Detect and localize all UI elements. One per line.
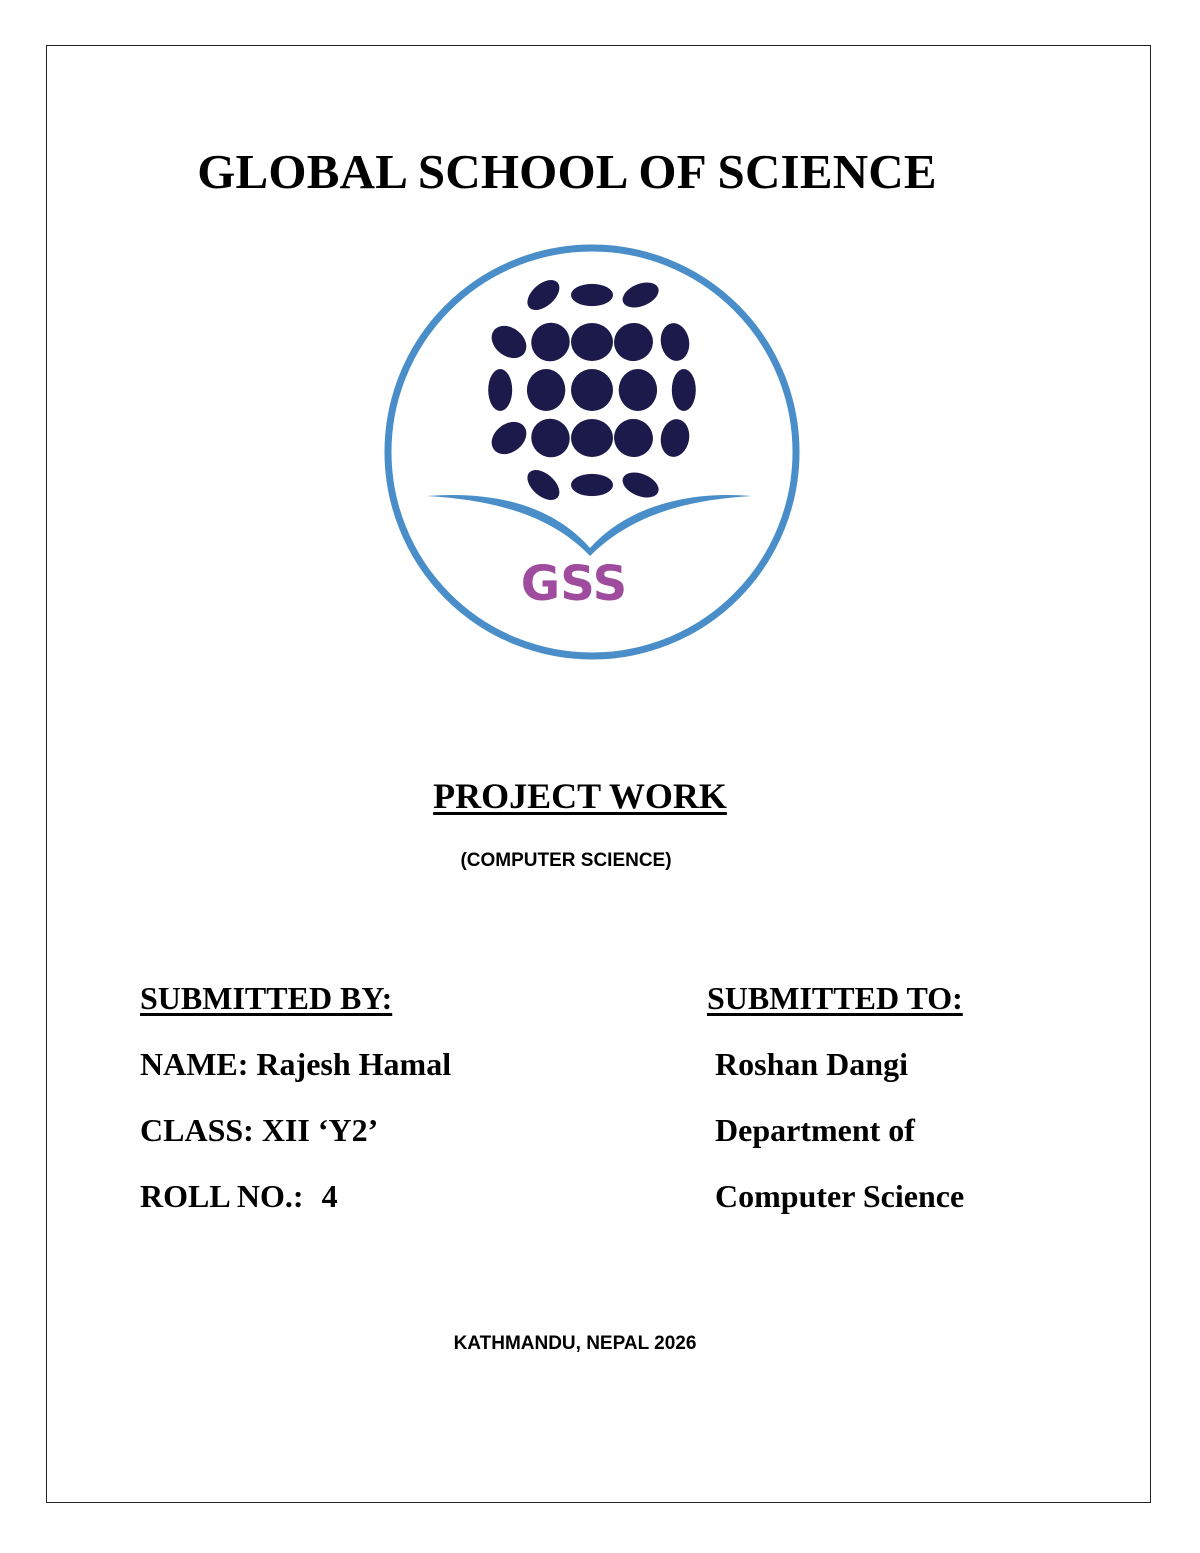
logo-dot xyxy=(522,464,565,506)
logo-dot xyxy=(527,369,565,411)
logo-book-swoosh xyxy=(427,495,752,556)
logo-initials: GSS xyxy=(520,556,628,612)
logo-dot xyxy=(658,321,693,364)
logo-dot xyxy=(485,319,532,365)
department-line-1: Department of xyxy=(715,1112,915,1148)
roll-label: ROLL NO.: xyxy=(140,1178,304,1214)
logo-dot xyxy=(571,323,613,361)
student-name-line xyxy=(140,1044,451,1084)
logo-dot xyxy=(571,369,613,411)
logo-dot xyxy=(658,417,693,460)
logo-dot xyxy=(609,318,657,366)
logo-dot xyxy=(523,315,577,369)
logo-dot xyxy=(523,411,577,465)
roll-value: 4 xyxy=(321,1178,338,1214)
school-title: GLOBAL SCHOOL OF SCIENCE xyxy=(197,144,937,199)
project-title: PROJECT WORK xyxy=(433,776,727,816)
project-subject: (COMPUTER SCIENCE) xyxy=(460,850,672,871)
submitted-by-block xyxy=(140,978,451,1216)
school-logo xyxy=(372,240,812,670)
logo-dot xyxy=(485,415,532,461)
logo-dot xyxy=(619,278,662,313)
logo-dot xyxy=(488,369,512,411)
logo-dot xyxy=(619,369,657,411)
footer-place-year: KATHMANDU, NEPAL 2026 xyxy=(453,1333,697,1354)
class-value: XII ‘Y2’ xyxy=(261,1112,379,1148)
logo-globe-dots xyxy=(485,274,695,506)
logo-dot xyxy=(609,414,657,462)
student-class-line xyxy=(140,1110,451,1150)
submitted-by-heading: SUBMITTED BY: xyxy=(140,980,393,1016)
name-value: Rajesh Hamal xyxy=(256,1046,452,1082)
logo-dot xyxy=(522,274,565,316)
department-line-2: Computer Science xyxy=(715,1178,965,1214)
submitted-to-heading: SUBMITTED TO: xyxy=(707,980,963,1016)
logo-dot xyxy=(571,284,613,306)
logo-dot xyxy=(571,474,613,496)
submitted-to-block xyxy=(707,978,964,1216)
teacher-name: Roshan Dangi xyxy=(715,1046,908,1082)
class-label: CLASS: xyxy=(140,1112,254,1148)
logo-dot xyxy=(571,419,613,457)
name-label: NAME: xyxy=(140,1046,249,1082)
student-roll-line xyxy=(140,1176,451,1216)
logo-dot xyxy=(619,468,662,503)
logo-dot xyxy=(672,369,696,411)
